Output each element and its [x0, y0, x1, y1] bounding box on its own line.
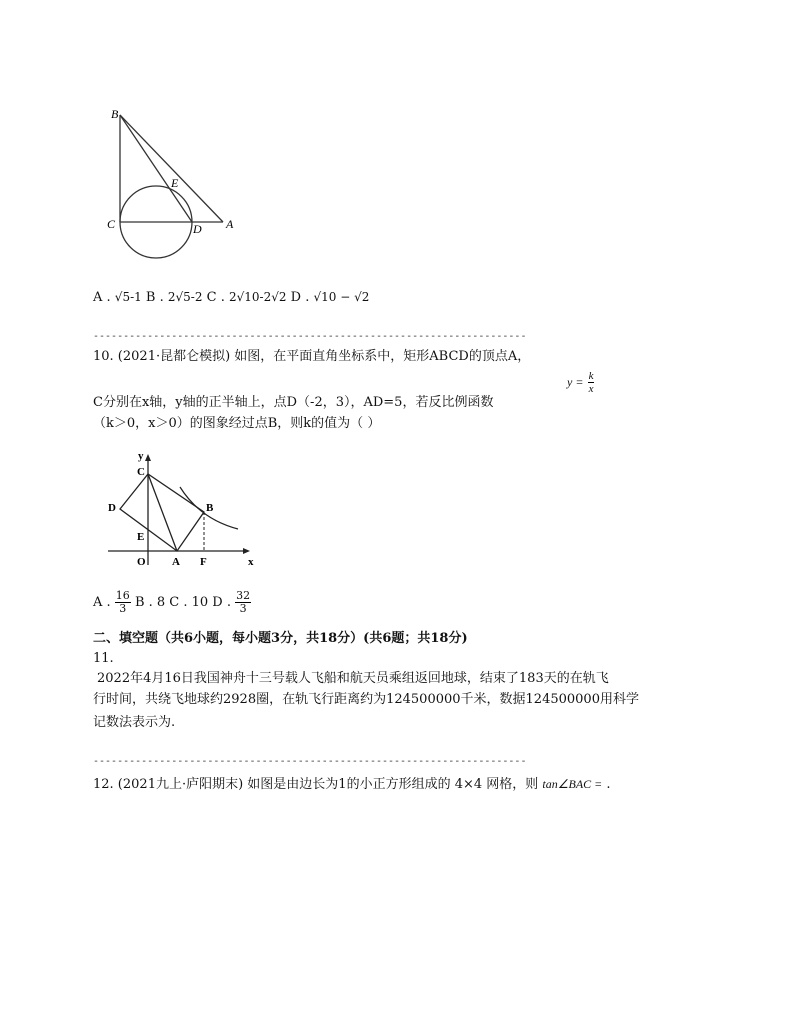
q11-line-2: 行时间，共绕飞地球约2928圈，在轨飞行距离约为124500000千米，数据124500000用科学 [93, 692, 639, 707]
q12-end: . [606, 777, 611, 792]
q10-option-bcd: B . 8 C . 10 D . [134, 595, 231, 610]
q10-option-d-den: 3 [239, 602, 247, 615]
q10-option-a-num: 16 [115, 589, 130, 602]
label-f: F [200, 556, 207, 568]
q10-option-a-den: 3 [119, 602, 127, 615]
q12-expr: tan∠BAC = [542, 777, 603, 791]
q9-option-c-value: 2√10-2√2 [229, 290, 287, 304]
q11-number: 11. [93, 651, 114, 666]
label-a: A [226, 217, 234, 231]
q10-func-k: k [588, 370, 594, 382]
q9-option-b-value: 2√5-2 [167, 290, 203, 304]
label-c: C [137, 466, 145, 478]
q10-option-a-label: A . [93, 595, 111, 610]
q10-line-2: C分别在x轴，y轴的正半轴上，点D（-2，3），AD=5，若反比例函数 [93, 395, 494, 410]
label-b: B [111, 107, 119, 121]
label-x: x [248, 556, 254, 568]
separator-2: ------------------------------------------------------------------------ [93, 756, 527, 767]
q9-option-b-label: B . [145, 290, 164, 305]
segment-ca [148, 474, 177, 551]
q9-option-a-value: √5-1 [114, 290, 142, 304]
label-d: D [193, 222, 202, 236]
q9-options [93, 288, 369, 307]
q10-func-x: x [588, 383, 594, 395]
q9-option-c-label: C . [206, 290, 225, 305]
q10-func-y: y = [567, 375, 584, 389]
figure-coordinate-rectangle [100, 447, 260, 572]
y-axis-arrow [145, 454, 151, 461]
label-b: B [206, 502, 214, 514]
q12-stem: 12. (2021九上·庐阳期末) 如图是由边长为1的小正方形组成的 4×4 网格，则 [93, 777, 539, 792]
q9-option-d-label: D . [290, 290, 310, 305]
q12-text [93, 775, 611, 794]
q9-option-d-value: √10 − √2 [313, 290, 370, 304]
q11-line-1: 2022年4月16日我国神舟十三号载人飞船和航天员乘组返回地球，结束了183天的在轨飞 [97, 671, 609, 686]
q10-line-1: 10. (2021·昆都仑模拟) 如图，在平面直角坐标系中，矩形ABCD的顶点A， [93, 349, 531, 364]
label-e: E [171, 176, 179, 190]
q9-option-a-label: A . [93, 290, 111, 305]
label-d: D [108, 502, 116, 514]
label-a: A [172, 556, 180, 568]
q10-option-d-num: 32 [236, 589, 251, 602]
figure-triangle-circle [100, 105, 245, 260]
section-heading: 二、填空题（共6小题，每小题3分，共18分）(共6题；共18分) [93, 631, 468, 646]
segment-bd [120, 115, 192, 222]
q10-function [567, 370, 594, 395]
label-e: E [137, 531, 145, 543]
separator: ------------------------------------------------------------------------ [93, 331, 527, 342]
q11-line-3: 记数法表示为. [93, 715, 176, 730]
q10-line-3: （k＞0，x＞0）的图象经过点B，则k的值为（ ） [93, 416, 381, 431]
x-axis-arrow [243, 548, 250, 554]
label-y: y [138, 450, 144, 462]
segment-ba [120, 115, 223, 222]
label-c: C [107, 217, 116, 231]
label-o: O [137, 556, 146, 568]
q10-options [93, 590, 251, 615]
